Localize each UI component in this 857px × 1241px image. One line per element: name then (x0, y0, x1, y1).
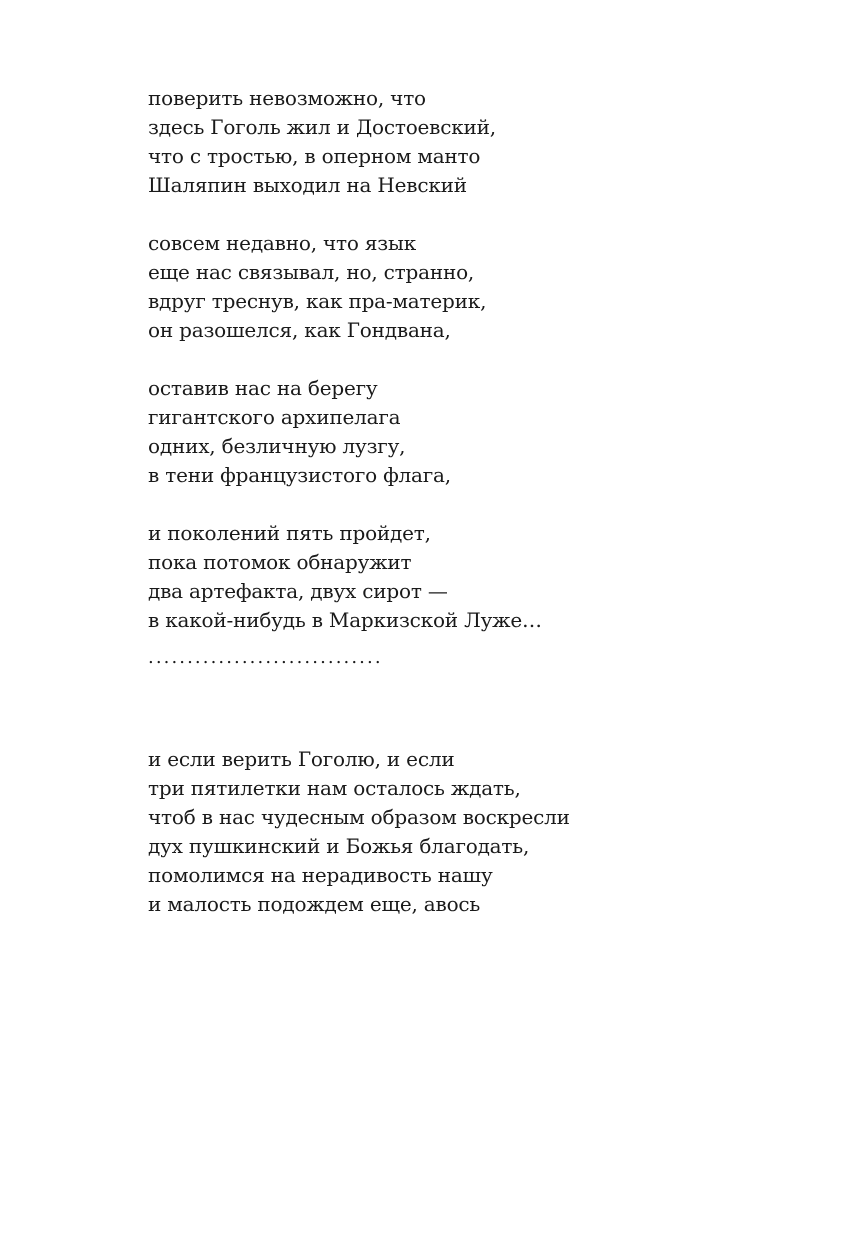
poem-line: он разошелся, как Гондвана, (148, 318, 451, 342)
final-stanza (148, 745, 808, 919)
poem-line: оставив нас на берегу (148, 376, 378, 400)
poem-line: вдруг треснув, как пра-материк, (148, 289, 487, 313)
poem-line: три пятилетки нам осталось ждать, (148, 776, 521, 800)
poem-line: дух пушкинский и Божья благодать, (148, 834, 530, 858)
section-separator: .............................. (148, 647, 383, 668)
poem-line: совсем недавно, что язык (148, 231, 417, 255)
poem-line: Шаляпин выходил на Невский (148, 173, 467, 197)
poem-line: гигантского архипелага (148, 405, 401, 429)
poem-line: два артефакта, двух сирот — (148, 579, 448, 603)
poem-line: здесь Гоголь жил и Достоевский, (148, 115, 496, 139)
stanza-3 (148, 374, 808, 490)
poem-line: одних, безличную лузгу, (148, 434, 406, 458)
poem-line: пока потомок обнаружит (148, 550, 412, 574)
poem-line: в тени французистого флага, (148, 463, 451, 487)
poem-line: поверить невозможно, что (148, 86, 426, 110)
poem-line: и малость подождем еще, авось (148, 892, 481, 916)
stanza-1 (148, 84, 808, 200)
stanza-2 (148, 229, 808, 345)
poem-line: и поколений пять пройдет, (148, 521, 431, 545)
poem-text (148, 84, 808, 948)
poem-line: в какой-нибудь в Маркизской Луже… (148, 608, 542, 632)
poem-line: помолимся на нерадивость нашу (148, 863, 493, 887)
stanza-4 (148, 519, 808, 635)
poem-line: и если верить Гоголю, и если (148, 747, 455, 771)
poem-line: что с тростью, в оперном манто (148, 144, 481, 168)
poem-line: еще нас связывал, но, странно, (148, 260, 475, 284)
poem-line: чтоб в нас чудесным образом воскресли (148, 805, 570, 829)
